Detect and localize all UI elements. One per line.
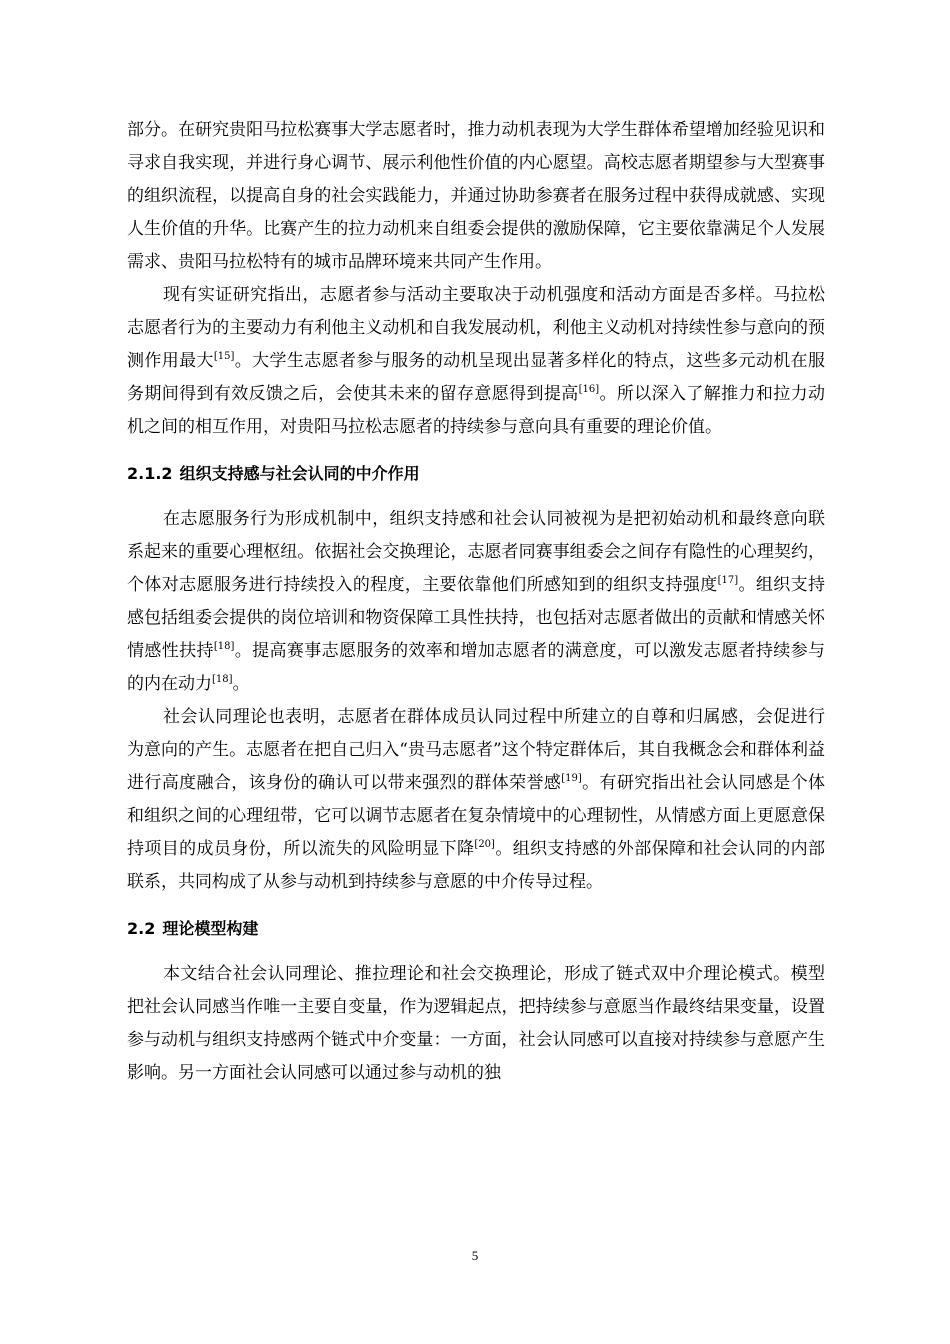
- section-title: 理论模型构建: [162, 919, 259, 938]
- paragraph-text: 本文结合社会认同理论、推拉理论和社会交换理论，形成了链式双中介理论模式。模型把社会认同感当作唯一主要自变量，作为逻辑起点，把持续参与意愿当作最终结果变量，设置参与动机与组织支持感两个链式中介变量：一方面，社会认同感可以直接对持续参与意愿产生影响。另一方面社会认同感可以通过参与动机的独: [127, 964, 825, 1083]
- section-number: 2.1.2: [127, 464, 173, 483]
- paragraph-push-pull-motivation: [127, 114, 825, 279]
- paragraph-theoretical-model: [127, 958, 825, 1090]
- paragraph-text: 。提高赛事志愿服务的效率和增加志愿者的满意度，可以激发志愿者持续参与的内在动力: [127, 641, 826, 694]
- paragraph-text: 现有实证研究指出，志愿者参与活动主要取决于动机强度和活动方面是否多样。马拉松志愿者行为的主要动力有利他主义动机和自我发展动机，利他主义动机对持续性参与意向的预测作用最大: [127, 285, 825, 371]
- citation-15: [15]: [213, 351, 235, 362]
- page-body: [127, 114, 825, 1090]
- paragraph-text: 社会认同理论也表明，志愿者在群体成员认同过程中所建立的自尊和归属感，会促进行为意向的产生。志愿者在把自己归入“贵马志愿者”这个特定群体后，其自我概念会和群体利益进行高度融合，该身份的确认可以带来强烈的群体荣誉感: [127, 707, 825, 793]
- citation-16: [16]: [578, 384, 600, 395]
- page-number: 5: [471, 1248, 479, 1263]
- section-title: 组织支持感与社会认同的中介作用: [179, 464, 420, 483]
- paragraph-text: 部分。在研究贵阳马拉松赛事大学志愿者时，推力动机表现为大学生群体希望增加经验见识和寻求自我实现，并进行身心调节、展示利他性价值的内心愿望。高校志愿者期望参与大型赛事的组织流程，以提高自身的社会实践能力，并通过协助参赛者在服务过程中获得成就感、实现人生价值的升华。比赛产生的拉力动机来自组委会提供的激励保障，它主要依靠满足个人发展需求、贵阳马拉松特有的城市品牌环境来共同产生作用。: [127, 120, 825, 272]
- citation-17: [17]: [717, 575, 739, 586]
- paragraph-organizational-support: [127, 503, 825, 701]
- paragraph-text: 。组织支持感包括组委会提供的岗位培训和物资保障工具性扶持，也包括对志愿者做出的贡献和情感关怀情感性扶持: [127, 575, 826, 661]
- paragraph-text: 。有研究指出社会认同感是个体和组织之间的心理纽带，它可以调节志愿者在复杂情境中的心理韧性，从情感方面上更愿意保持项目的成员身份，所以流失的风险明显下降: [127, 773, 826, 859]
- section-number: 2.2: [127, 919, 156, 938]
- citation-18-repeat: [18]: [212, 674, 233, 685]
- paragraph-text: 。: [232, 674, 250, 694]
- citation-20: [20]: [474, 839, 495, 850]
- citation-19: [19]: [561, 773, 582, 784]
- paragraph-social-identity: [127, 701, 825, 899]
- section-heading-2-1-2: [127, 463, 825, 485]
- paragraph-text: 在志愿服务行为形成机制中，组织支持感和社会认同被视为是把初始动机和最终意向联系起来的重要心理枢纽。依据社会交换理论，志愿者同赛事组委会之间存有隐性的心理契约，个体对志愿服务进行持续投入的程度，主要依靠他们所感知到的组织支持强度: [127, 509, 825, 595]
- paragraph-text: 。大学生志愿者参与服务的动机呈现出显著多样化的特点，这些多元动机在服务期间得到有效反馈之后，会使其未来的留存意愿得到提高: [127, 351, 826, 404]
- paragraph-text: 。组织支持感的外部保障和社会认同的内部联系，共同构成了从参与动机到持续参与意愿的中介传导过程。: [127, 839, 826, 892]
- citation-18: [18]: [213, 641, 235, 652]
- paragraph-text: 。所以深入了解推力和拉力动机之间的相互作用，对贵阳马拉松志愿者的持续参与意向具有重要的理论价值。: [127, 384, 826, 437]
- section-heading-2-2: [127, 918, 825, 940]
- paragraph-empirical-research: [127, 279, 825, 444]
